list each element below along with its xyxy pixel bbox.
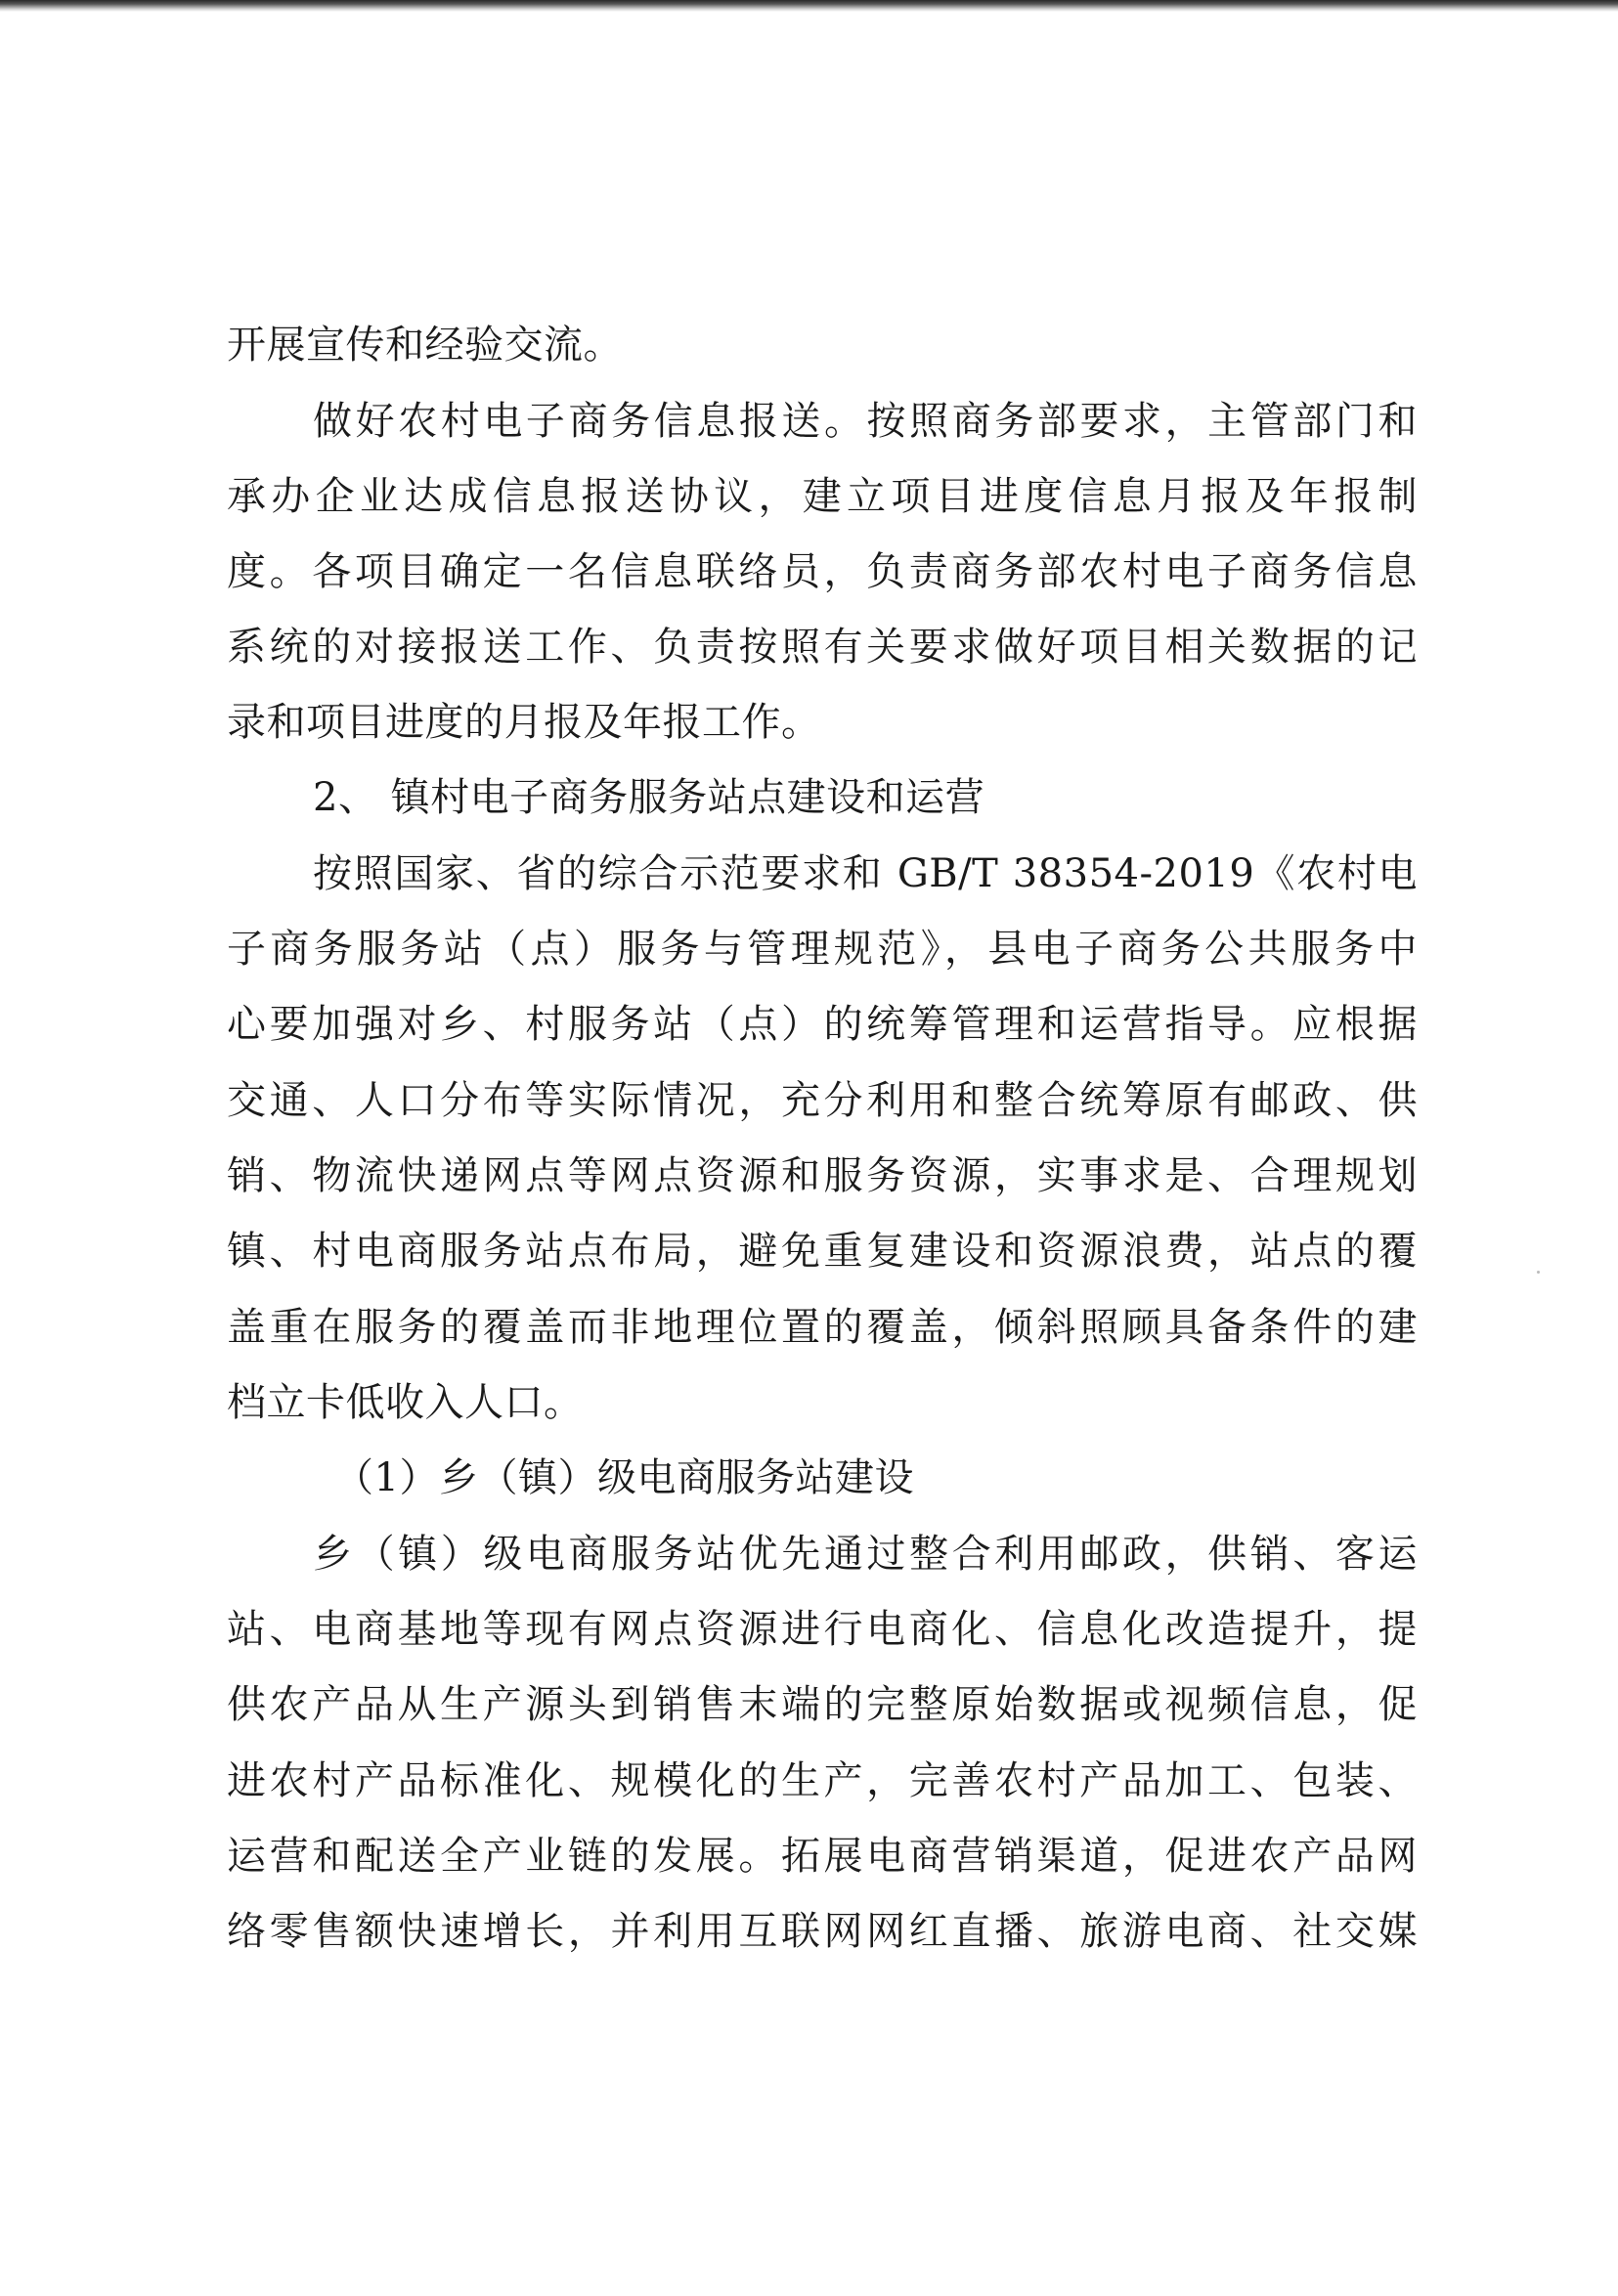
text-line — [0, 688, 1618, 757]
text-line-content: 络零售额快速增长，并利用互联网网红直播、旅游电商、社交媒 — [227, 1909, 1418, 1954]
text-line-content: 镇、村电商服务站点布局，避免重复建设和资源浪费，站点的覆 — [227, 1229, 1418, 1274]
text-line — [0, 1066, 1618, 1135]
section-heading-text: 2、 镇村电子商务服务站点建设和运营 — [313, 775, 985, 820]
text-line-content: 盖重在服务的覆盖而非地理位置的覆盖，倾斜照顾具备条件的建 — [227, 1305, 1418, 1350]
text-line-content: 承办企业达成信息报送协议，建立项目进度信息月报及年报制 — [227, 474, 1418, 519]
text-line-content: 按照国家、省的综合示范要求和 GB/T 38354-2019《农村电 — [313, 851, 1418, 896]
text-line-content: 供农产品从生产源头到销售末端的完整原始数据或视频信息，促 — [227, 1682, 1418, 1727]
text-line-content: 销、物流快递网点等网点资源和服务资源，实事求是、合理规划 — [227, 1153, 1418, 1198]
text-line-content: 乡（镇）级电商服务站优先通过整合利用邮政，供销、客运 — [313, 1532, 1418, 1577]
text-line-content: 运营和配送全产业链的发展。拓展电商营销渠道，促进农产品网 — [227, 1834, 1418, 1879]
text-line-content: 心要加强对乡、村服务站（点）的统筹管理和运营指导。应根据 — [227, 1002, 1418, 1047]
text-line — [0, 462, 1618, 531]
text-line-content: 站、电商基地等现有网点资源进行电商化、信息化改造提升，提 — [227, 1607, 1418, 1652]
subsection-heading-text: （1）乡（镇）级电商服务站建设 — [334, 1455, 914, 1500]
text-line — [0, 1747, 1618, 1815]
paragraph-line — [0, 840, 1618, 908]
text-line-content: 交通、人口分布等实际情况，充分利用和整合统筹原有邮政、供 — [227, 1078, 1418, 1123]
text-line-content: 子商务服务站（点）服务与管理规范》，县电子商务公共服务中 — [227, 927, 1418, 972]
paragraph-line — [0, 1520, 1618, 1588]
text-line — [0, 1822, 1618, 1890]
text-line-content: 进农村产品标准化、规模化的生产，完善农村产品加工、包装、 — [227, 1758, 1418, 1803]
text-line — [0, 1217, 1618, 1285]
text-line — [0, 915, 1618, 983]
scan-speck — [1537, 1271, 1540, 1274]
section-heading — [0, 763, 1618, 832]
text-line — [0, 1595, 1618, 1664]
text-line-content: 系统的对接报送工作、负责按照有关要求做好项目相关数据的记 — [227, 625, 1418, 670]
text-line — [0, 990, 1618, 1059]
subsection-heading — [0, 1444, 1618, 1512]
text-line — [0, 1142, 1618, 1210]
text-line-content: 录和项目进度的月报及年报工作。 — [227, 700, 821, 745]
text-line-content: 度。各项目确定一名信息联络员，负责商务部农村电子商务信息 — [227, 549, 1418, 594]
text-line — [0, 613, 1618, 681]
text-line — [0, 1670, 1618, 1739]
paragraph-line — [0, 387, 1618, 455]
text-line-content: 做好农村电子商务信息报送。按照商务部要求，主管部门和 — [313, 399, 1418, 444]
text-line — [0, 1293, 1618, 1362]
text-line — [0, 538, 1618, 606]
text-line-content: 开展宣传和经验交流。 — [227, 323, 623, 368]
text-line — [0, 1368, 1618, 1437]
text-line-content: 档立卡低收入人口。 — [227, 1380, 584, 1425]
text-line — [0, 1897, 1618, 1966]
text-line — [0, 311, 1618, 379]
